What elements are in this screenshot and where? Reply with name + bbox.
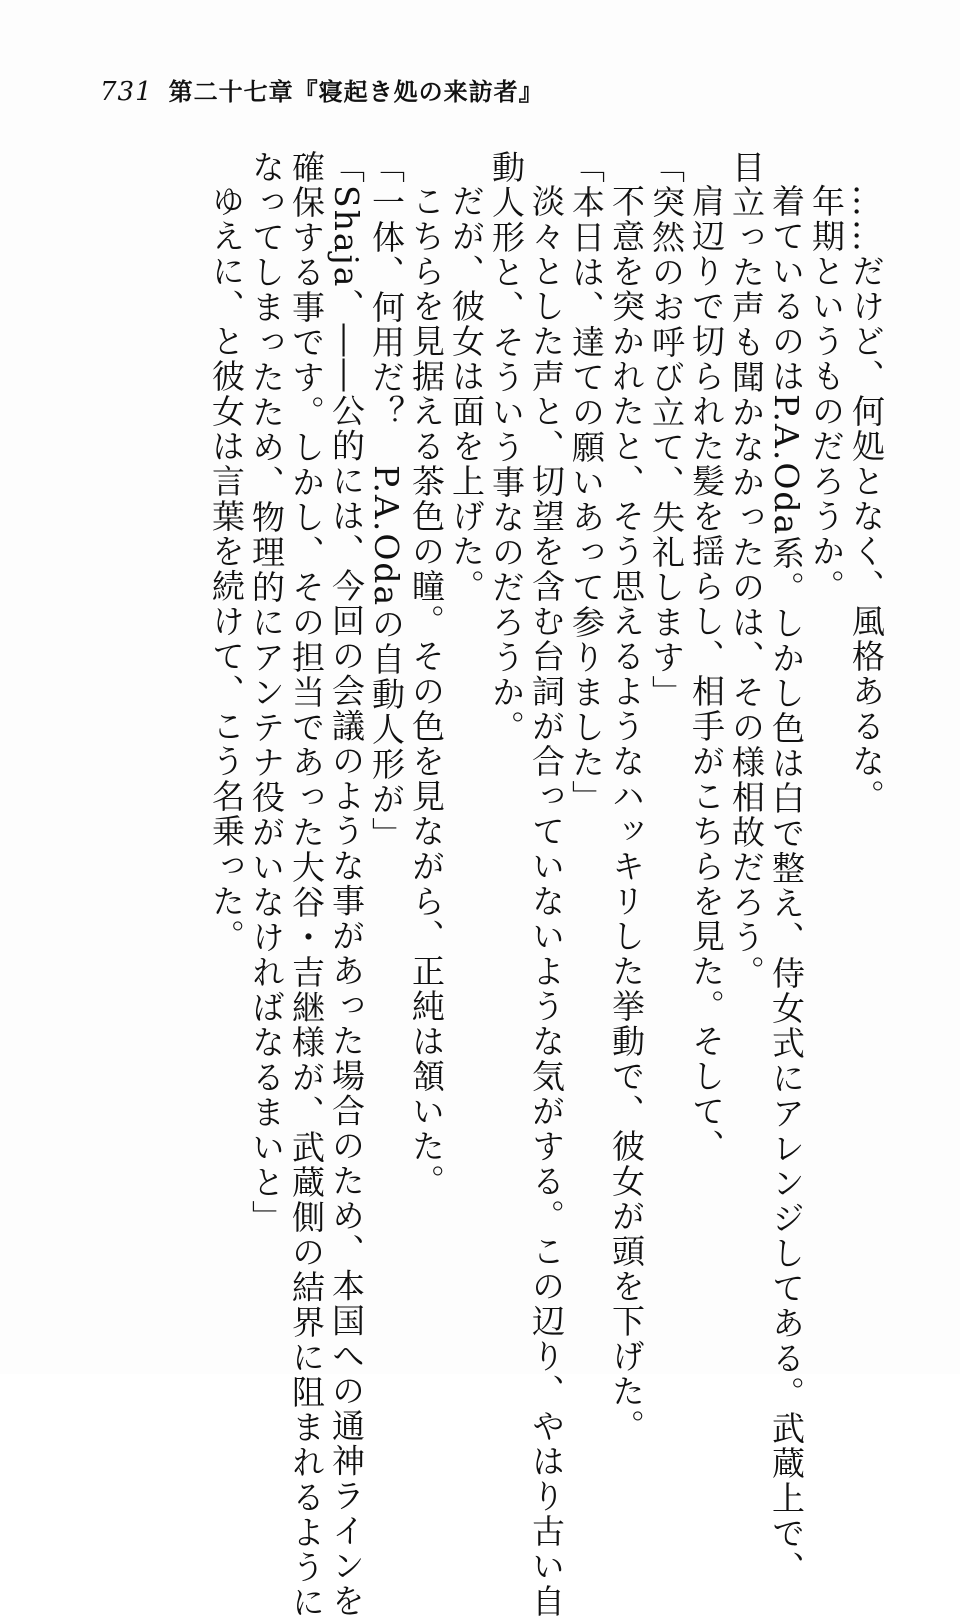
- dialogue-line: 「突然のお呼び立て、失礼します」: [647, 150, 686, 710]
- dialogue-line: 「一体、何用だ？ P.A.Odaの自動人形が」: [367, 150, 406, 853]
- text-line: 目立った声も聞かなかったのは、その様相故だろう。: [727, 150, 766, 990]
- text-line: 不意を突かれたと、そう思えるようなハッキリした挙動で、彼女が頭を下げた。: [607, 184, 646, 1444]
- running-header: [100, 72, 544, 112]
- text-line: 確保する事です。しかし、その担当であった大谷・吉継様が、武蔵側の結界に阻まれるように: [287, 150, 326, 1620]
- text-line: 動人形と、そういう事なのだろうか。: [487, 150, 526, 745]
- text-line: ……だけど、何処となく、風格あるな。: [847, 184, 886, 814]
- page-number: 731: [100, 77, 153, 107]
- text-line: 着ているのはP.A.Oda系。しかし色は白で整え、侍女式にアレンジしてある。武蔵上で、: [767, 184, 806, 1587]
- text-line: なってしまったため、物理的にアンテナ役がいなければなるまいと」: [247, 150, 286, 1235]
- text-line: ゆえに、と彼女は言葉を続けて、こう名乗った。: [207, 184, 246, 954]
- dialogue-line: 「本日は、達ての願いあって参りました」: [567, 150, 606, 815]
- vertical-body-text: [66, 150, 886, 1620]
- dialogue-line: 「Shaja、――公的には、今回の会議のような事があった場合のため、本国への通神ラインを: [327, 150, 366, 1619]
- text-line: 肩辺りで切られた髪を揺らし、相手がこちらを見た。そして、: [687, 184, 726, 1164]
- text-line: だが、彼女は面を上げた。: [447, 184, 486, 604]
- text-line: こちらを見据える茶色の瞳。その色を見ながら、正純は頷いた。: [407, 184, 446, 1199]
- text-line: 淡々とした声と、切望を含む台詞が合っていないような気がする。この辺り、やはり古い自: [527, 184, 566, 1619]
- text-line: 年期というものだろうか。: [807, 184, 846, 604]
- chapter-title: 第二十七章『寝起き処の来訪者』: [168, 77, 544, 106]
